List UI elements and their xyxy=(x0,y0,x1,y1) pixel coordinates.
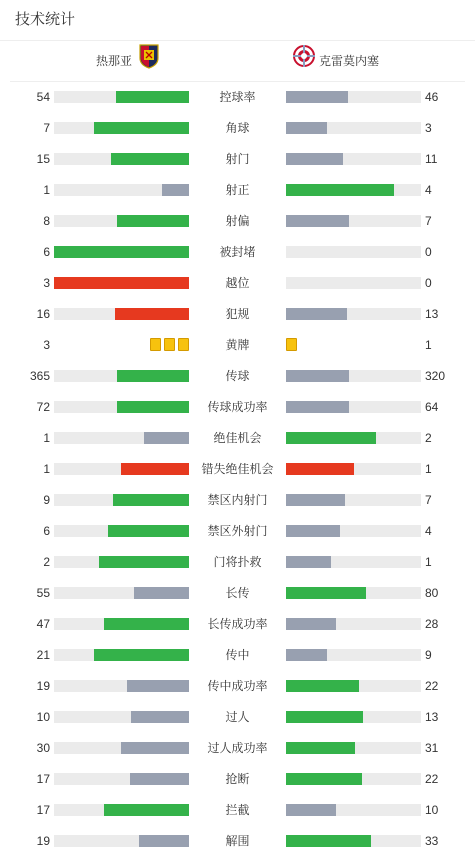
away-value: 22 xyxy=(425,679,439,693)
stats-list xyxy=(0,82,475,857)
home-value: 17 xyxy=(36,772,50,786)
away-bar xyxy=(286,184,394,196)
home-bar-track xyxy=(54,215,189,227)
stat-row xyxy=(0,361,475,392)
away-bar xyxy=(286,401,349,413)
home-value: 19 xyxy=(36,679,50,693)
away-team-name: 克雷莫内塞 xyxy=(319,54,380,68)
stat-row xyxy=(0,144,475,175)
away-bar-track xyxy=(286,184,421,196)
home-value: 2 xyxy=(43,555,50,569)
stat-label: 错失绝佳机会 xyxy=(201,462,274,476)
home-value: 365 xyxy=(29,369,50,383)
away-value: 31 xyxy=(425,741,439,755)
home-value: 15 xyxy=(36,152,50,166)
stat-row xyxy=(0,702,475,733)
stat-row xyxy=(0,764,475,795)
away-value: 2 xyxy=(425,431,432,445)
stat-label: 过人 xyxy=(225,710,250,724)
stat-row xyxy=(0,175,475,206)
stat-row xyxy=(0,826,475,857)
stat-label: 射门 xyxy=(225,152,250,166)
away-bar-track xyxy=(286,525,421,537)
home-bar xyxy=(121,463,189,475)
home-bar-track xyxy=(54,804,189,816)
home-yellow-cards xyxy=(150,338,189,352)
stat-label: 控球率 xyxy=(219,90,256,104)
home-bar xyxy=(115,308,189,320)
home-value: 21 xyxy=(36,648,50,662)
away-value: 64 xyxy=(425,400,439,414)
away-bar-track xyxy=(286,370,421,382)
away-value: 10 xyxy=(425,803,439,817)
stat-label: 传球成功率 xyxy=(207,400,268,414)
home-bar-track xyxy=(54,370,189,382)
stat-row xyxy=(0,671,475,702)
away-bar-track xyxy=(286,618,421,630)
away-bar-track xyxy=(286,773,421,785)
title-divider xyxy=(0,40,475,41)
home-bar xyxy=(144,432,189,444)
stat-label: 射偏 xyxy=(225,214,250,228)
stat-label: 传中成功率 xyxy=(207,679,268,693)
away-bar-track xyxy=(286,246,421,258)
away-bar-track xyxy=(286,122,421,134)
stat-row xyxy=(0,609,475,640)
home-bar-track xyxy=(54,711,189,723)
home-bar xyxy=(94,122,189,134)
home-bar-track xyxy=(54,91,189,103)
away-bar xyxy=(286,463,354,475)
home-bar xyxy=(127,680,189,692)
stat-row xyxy=(0,516,475,547)
away-value: 0 xyxy=(425,276,432,290)
stat-row xyxy=(0,640,475,671)
home-bar-track xyxy=(54,680,189,692)
yellow-card-icon xyxy=(150,338,161,351)
stat-label: 解围 xyxy=(225,834,250,848)
away-bar-track xyxy=(286,308,421,320)
away-bar-track xyxy=(286,463,421,475)
teams-header xyxy=(0,46,475,76)
stat-label: 长传 xyxy=(225,586,250,600)
stat-label: 过人成功率 xyxy=(207,741,268,755)
home-bar xyxy=(131,711,189,723)
home-bar-track xyxy=(54,773,189,785)
stat-label: 禁区内射门 xyxy=(207,493,268,507)
stat-row xyxy=(0,578,475,609)
home-bar-track xyxy=(54,742,189,754)
away-bar xyxy=(286,525,340,537)
stat-label: 黄牌 xyxy=(225,338,250,352)
away-bar xyxy=(286,91,348,103)
home-bar xyxy=(130,773,189,785)
away-bar-track xyxy=(286,835,421,847)
stat-row xyxy=(0,733,475,764)
away-bar-track xyxy=(286,680,421,692)
away-bar-track xyxy=(286,91,421,103)
away-value: 33 xyxy=(425,834,439,848)
home-value: 1 xyxy=(43,183,50,197)
away-value: 28 xyxy=(425,617,439,631)
home-bar-track xyxy=(54,525,189,537)
home-bar-track xyxy=(54,494,189,506)
home-bar xyxy=(94,649,189,661)
home-value: 55 xyxy=(36,586,50,600)
away-value: 1 xyxy=(425,555,432,569)
home-value: 6 xyxy=(43,524,50,538)
home-bar xyxy=(108,525,189,537)
stat-label: 越位 xyxy=(225,276,250,290)
home-value: 1 xyxy=(43,431,50,445)
home-bar-track xyxy=(54,835,189,847)
home-bar xyxy=(54,277,189,289)
home-bar xyxy=(104,618,189,630)
away-value: 11 xyxy=(425,152,438,166)
stat-row xyxy=(0,330,475,361)
stat-label: 门将扑救 xyxy=(213,555,262,569)
away-bar-track xyxy=(286,649,421,661)
stat-row xyxy=(0,423,475,454)
away-value: 7 xyxy=(425,214,432,228)
away-bar-track xyxy=(286,277,421,289)
away-bar xyxy=(286,835,371,847)
home-bar-track xyxy=(54,401,189,413)
away-bar xyxy=(286,215,349,227)
home-bar-track xyxy=(54,308,189,320)
away-value: 46 xyxy=(425,90,439,104)
home-bar-track xyxy=(54,184,189,196)
home-bar xyxy=(134,587,189,599)
home-value: 47 xyxy=(36,617,50,631)
away-bar xyxy=(286,742,355,754)
home-bar-track xyxy=(54,153,189,165)
stat-row xyxy=(0,547,475,578)
home-bar-track xyxy=(54,587,189,599)
home-bar-track xyxy=(54,246,189,258)
away-bar xyxy=(286,308,347,320)
away-bar-track xyxy=(286,215,421,227)
home-bar xyxy=(116,91,189,103)
away-bar xyxy=(286,432,376,444)
home-team-name: 热那亚 xyxy=(95,54,132,68)
stat-label: 射正 xyxy=(225,183,250,197)
away-bar-track xyxy=(286,153,421,165)
home-value: 6 xyxy=(43,245,50,259)
home-bar xyxy=(99,556,189,568)
cremonese-crest-icon xyxy=(291,43,317,80)
away-value: 13 xyxy=(425,710,439,724)
home-team[interactable] xyxy=(96,46,160,76)
away-bar-track xyxy=(286,587,421,599)
away-bar xyxy=(286,711,363,723)
away-value: 4 xyxy=(425,524,432,538)
home-value: 3 xyxy=(43,338,50,352)
home-value: 7 xyxy=(43,121,50,135)
home-bar xyxy=(111,153,189,165)
home-bar xyxy=(113,494,189,506)
yellow-card-icon xyxy=(178,338,189,351)
home-bar-track xyxy=(54,556,189,568)
stat-label: 传球 xyxy=(225,369,250,383)
yellow-card-icon xyxy=(286,338,297,351)
home-value: 72 xyxy=(36,400,50,414)
away-yellow-cards xyxy=(286,338,297,352)
away-bar xyxy=(286,494,345,506)
home-bar-track xyxy=(54,277,189,289)
home-value: 16 xyxy=(36,307,50,321)
stat-row xyxy=(0,485,475,516)
away-bar xyxy=(286,122,327,134)
home-bar xyxy=(117,215,189,227)
away-bar xyxy=(286,370,349,382)
stat-label: 禁区外射门 xyxy=(207,524,268,538)
away-value: 1 xyxy=(425,338,432,352)
away-bar-track xyxy=(286,432,421,444)
stat-label: 传中 xyxy=(225,648,250,662)
stat-row xyxy=(0,268,475,299)
away-bar xyxy=(286,153,343,165)
home-value: 19 xyxy=(36,834,50,848)
away-value: 0 xyxy=(425,245,432,259)
home-bar-track xyxy=(54,618,189,630)
away-bar-track xyxy=(286,711,421,723)
home-bar xyxy=(117,370,189,382)
home-value: 17 xyxy=(36,803,50,817)
away-value: 7 xyxy=(425,493,432,507)
stat-label: 犯规 xyxy=(225,307,250,321)
genoa-crest-icon xyxy=(138,43,160,80)
away-value: 80 xyxy=(425,586,439,600)
stat-row xyxy=(0,454,475,485)
stat-label: 角球 xyxy=(225,121,250,135)
home-bar xyxy=(104,804,189,816)
home-value: 30 xyxy=(36,741,50,755)
away-value: 1 xyxy=(425,462,432,476)
stat-row xyxy=(0,795,475,826)
home-value: 9 xyxy=(43,493,50,507)
stat-label: 抢断 xyxy=(225,772,250,786)
away-bar xyxy=(286,587,366,599)
away-bar xyxy=(286,649,327,661)
stat-row xyxy=(0,237,475,268)
away-bar xyxy=(286,618,336,630)
home-bar xyxy=(54,246,189,258)
stat-label: 被封堵 xyxy=(219,245,256,259)
home-bar xyxy=(121,742,189,754)
home-value: 54 xyxy=(36,90,50,104)
yellow-card-icon xyxy=(164,338,175,351)
stat-row xyxy=(0,206,475,237)
home-bar xyxy=(162,184,189,196)
page-title: 技术统计 xyxy=(15,11,76,28)
away-bar xyxy=(286,556,331,568)
away-value: 4 xyxy=(425,183,432,197)
away-bar-track xyxy=(286,742,421,754)
stat-row xyxy=(0,82,475,113)
away-bar xyxy=(286,680,359,692)
stat-label: 绝佳机会 xyxy=(213,431,262,445)
away-value: 22 xyxy=(425,772,439,786)
away-value: 13 xyxy=(425,307,439,321)
away-team[interactable] xyxy=(291,46,379,76)
home-bar-track xyxy=(54,463,189,475)
away-bar xyxy=(286,804,336,816)
away-bar-track xyxy=(286,804,421,816)
away-bar-track xyxy=(286,401,421,413)
home-value: 3 xyxy=(43,276,50,290)
home-value: 10 xyxy=(36,710,50,724)
home-value: 1 xyxy=(43,462,50,476)
away-value: 9 xyxy=(425,648,432,662)
stat-label: 长传成功率 xyxy=(207,617,268,631)
stat-label: 拦截 xyxy=(225,803,250,817)
away-bar xyxy=(286,773,362,785)
home-value: 8 xyxy=(43,214,50,228)
stat-row xyxy=(0,113,475,144)
home-bar xyxy=(139,835,189,847)
home-bar-track xyxy=(54,122,189,134)
home-bar-track xyxy=(54,432,189,444)
away-value: 320 xyxy=(425,369,446,383)
stat-row xyxy=(0,392,475,423)
away-bar-track xyxy=(286,494,421,506)
home-bar xyxy=(117,401,189,413)
stat-row xyxy=(0,299,475,330)
home-bar-track xyxy=(54,649,189,661)
away-value: 3 xyxy=(425,121,432,135)
away-bar-track xyxy=(286,556,421,568)
